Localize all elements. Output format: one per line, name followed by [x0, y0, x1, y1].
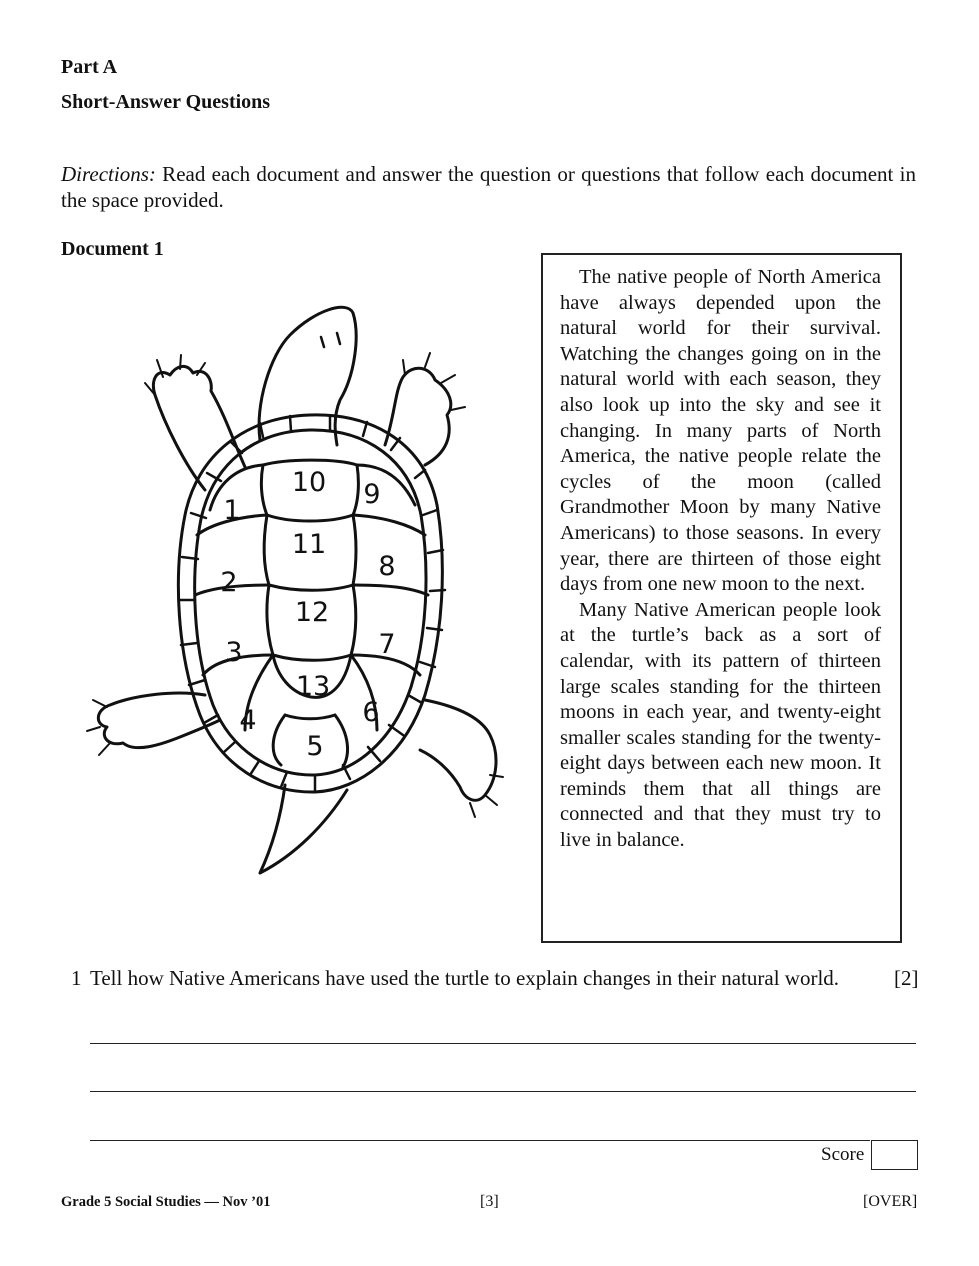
score-label: Score	[821, 1144, 865, 1165]
question-text: Tell how Native Americans have used the turtle to explain changes in their natural world.	[90, 966, 840, 990]
part-heading: Part A	[61, 56, 118, 78]
answer-line[interactable]	[90, 1091, 916, 1092]
turtle-scale-number: 2	[220, 567, 238, 598]
score-box[interactable]	[871, 1140, 918, 1170]
footer-page-number: [3]	[480, 1193, 499, 1210]
document-paragraph: The native people of North America have always depended upon the natural world for their survival. Watching the changes going on in the natural world with each season, they also look up into the sky and see it changing. In many parts of North America, the native people relate the cycles of the moon (called Grandmother Moon by many Native Americans) to those seasons. In every year, there are thirteen of those eight days from one new moon to the next.	[560, 266, 881, 596]
turtle-tail	[260, 785, 347, 873]
section-heading: Short-Answer Questions	[61, 91, 271, 113]
turtle-back-right-leg	[420, 700, 496, 800]
turtle-scale-number: 9	[363, 479, 381, 510]
directions	[61, 161, 916, 213]
turtle-front-left-leg	[153, 366, 245, 490]
answer-line[interactable]	[90, 1140, 870, 1141]
document-paragraph: Many Native American people look at the turtle’s back as a sort of calendar, with its pattern of thirteen large scales standing for the thirteen moons in each year, and twenty-eight smaller scales standing for the twenty-eight days between each new moon. It reminds them that all things are connected and that they must try to live in balance.	[560, 598, 881, 852]
turtle-scale-number: 5	[306, 731, 324, 762]
turtle-scale-number: 8	[378, 551, 396, 582]
turtle-scale-number: 10	[291, 467, 327, 498]
answer-line[interactable]	[90, 1043, 916, 1044]
footer-exam-title: Grade 5 Social Studies — Nov ’01	[61, 1194, 271, 1210]
footer-over: [OVER]	[863, 1193, 918, 1210]
turtle-scale-number: 4	[239, 705, 257, 736]
turtle-scale-number: 12	[294, 597, 330, 628]
document-heading: Document 1	[61, 238, 164, 260]
turtle-calendar-drawing	[85, 295, 510, 880]
question-number: 1	[71, 966, 82, 990]
directions-text: Read each document and answer the question or questions that follow each document in the space provided.	[61, 162, 916, 212]
turtle-head	[259, 307, 356, 445]
question-points: [2]	[894, 966, 919, 990]
turtle-scale-number: 6	[362, 697, 380, 728]
document-text-box	[541, 253, 902, 943]
turtle-scale-number: 13	[295, 671, 331, 702]
turtle-scale-number: 11	[291, 529, 327, 560]
turtle-scale-number: 7	[378, 629, 396, 660]
turtle-scale-number: 1	[223, 495, 241, 526]
directions-label: Directions:	[61, 162, 156, 186]
turtle-scale-number: 3	[225, 637, 243, 668]
